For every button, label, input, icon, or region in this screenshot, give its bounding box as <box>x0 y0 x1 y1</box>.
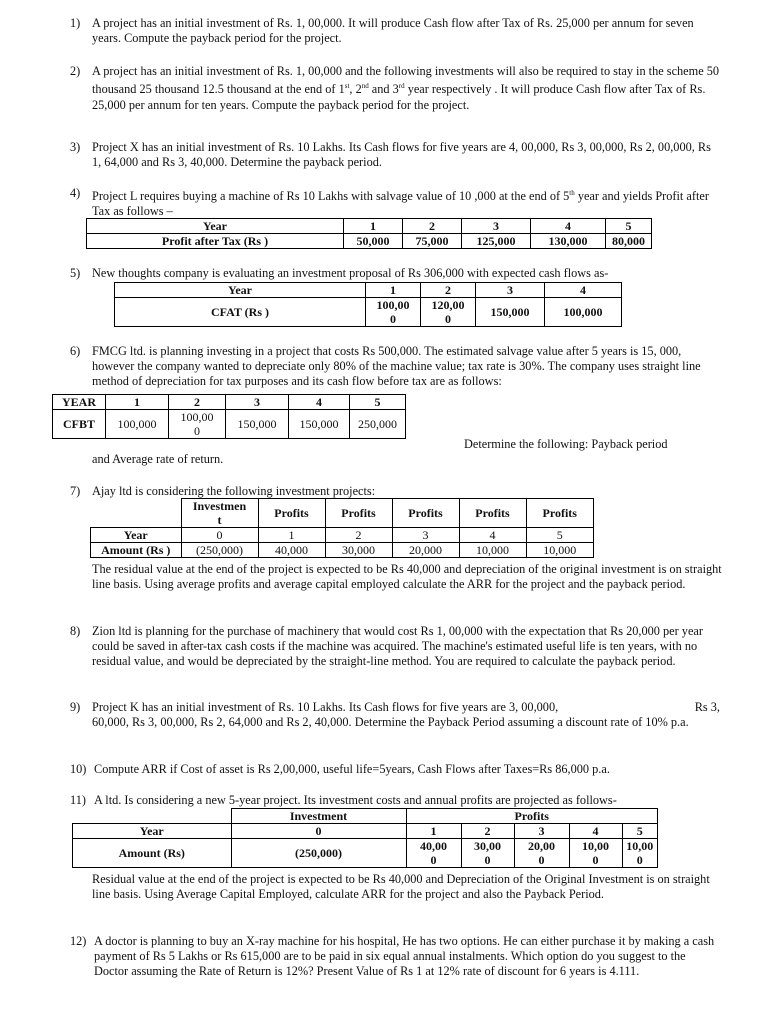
table-cell: 100,00 0 <box>366 298 421 327</box>
table-cell: 3 <box>226 395 289 410</box>
table-cell: Year <box>87 219 344 234</box>
table-cell: Amount (Rs) <box>73 839 232 868</box>
question-number: 11) <box>70 793 86 807</box>
table-cell: Profit after Tax (Rs ) <box>87 234 344 249</box>
determine-text: Determine the following: Payback period <box>464 437 668 451</box>
cfbt-table <box>52 394 406 439</box>
table-cell: 130,000 <box>531 234 606 249</box>
table-cell: Investment <box>231 809 406 824</box>
question-6 <box>70 344 720 390</box>
table-cell: 20,000 <box>392 543 459 558</box>
question-text: A doctor is planning to buy an X-ray machine for his hospital, He has two options. He can either purchase it by making a cash payment of Rs 5 Lakhs or Rs 615,000 are to be paid in six equal annual instalments. Which option do you suggest to the Doctor assuming the Rate of Return is 12%? Present Value of Rs 1 at 12% rate of discount for 6 years is 4.111. <box>94 934 715 979</box>
question-text: Ajay ltd is considering the following investment projects: <box>92 484 376 498</box>
question-number: 4) <box>70 186 81 200</box>
table-cell: 3 <box>392 528 459 543</box>
table-cell: 5 <box>622 824 658 839</box>
table-cell: 5 <box>606 219 652 234</box>
table-cell: 10,00 0 <box>622 839 658 868</box>
table-cell: Profits <box>459 499 526 528</box>
table-cell: 1 <box>344 219 403 234</box>
table-cell: (250,000) <box>181 543 258 558</box>
question-7-text: The residual value at the end of the project is expected to be Rs 40,000 and depreciation of the original investment is on straight line basis. Using average profits and average capital employed calculate the ARR for the project and the payback period. <box>92 562 722 592</box>
question-number: 7) <box>70 484 81 498</box>
table-cell: 2 <box>461 824 514 839</box>
question-number: 9) <box>70 700 81 714</box>
question-12 <box>70 934 720 980</box>
ajay-table <box>90 498 594 558</box>
table-cell: 250,000 <box>350 410 406 439</box>
table-cell: 2 <box>403 219 462 234</box>
question-number: 8) <box>70 624 81 638</box>
question-6-tail: and Average rate of return. <box>92 452 224 466</box>
a-ltd-table <box>72 808 658 868</box>
table-cell: 50,000 <box>344 234 403 249</box>
table-cell: 30,000 <box>325 543 392 558</box>
table-cell: 1 <box>366 283 421 298</box>
table-cell: 3 <box>514 824 569 839</box>
table-cell: 10,000 <box>526 543 594 558</box>
table-cell <box>91 499 182 528</box>
table-cell: 40,00 0 <box>406 839 461 868</box>
question-text: Project K has an initial investment of Rs. 10 Lakhs. Its Cash flows for five years are 3, 00,000, Rs 3, 60,000, Rs 3, 00,000, Rs 2, 64,000 and Rs 2, 40,000. Determine the Payback Period assuming a discount rate of 10% p.a. <box>92 700 720 730</box>
question-text: A ltd. Is considering a new 5-year project. Its investment costs and annual profits are projected as follows- <box>94 793 617 807</box>
question-text: Zion ltd is planning for the purchase of machinery that would cost Rs 1, 00,000 with the expectation that Rs 20,000 per year could be saved in after-tax cash costs if the machine was acquired. The machine's estimated useful life is ten years, with no residual value, and would be depreciated by the straight-line method. You are required to calculate the payback period. <box>92 624 703 669</box>
question-11-text: Residual value at the end of the project is expected to be Rs 40,000 and Depreciation of the Original Investment is on straight line basis. Using Average Capital Employed, calculate ARR for the project and also the Payback Period. <box>92 872 710 902</box>
table-cell: 5 <box>526 528 594 543</box>
table-cell: Profits <box>325 499 392 528</box>
question-text: Compute ARR if Cost of asset is Rs 2,00,000, useful life=5years, Cash Flows after Taxes=Rs 86,000 p.a. <box>94 762 610 776</box>
table-cell: 0 <box>231 824 406 839</box>
question-9 <box>70 700 720 730</box>
question-number: 3) <box>70 140 81 154</box>
question-number: 1) <box>70 16 81 30</box>
question-text: Project L requires buying a machine of Rs 10 Lakhs with salvage value of 10 ,000 at the end of 5th year and yields Profit after Tax as follows – <box>92 189 709 219</box>
question-text: New thoughts company is evaluating an investment proposal of Rs 306,000 with expected cash flows as- <box>92 266 609 280</box>
table-cell: 4 <box>459 528 526 543</box>
table-cell: (250,000) <box>231 839 406 868</box>
table-cell: 4 <box>289 395 350 410</box>
table-cell: 1 <box>406 824 461 839</box>
table-cell: Profits <box>526 499 594 528</box>
table-cell: Profits <box>258 499 325 528</box>
table-cell: 150,000 <box>289 410 350 439</box>
question-2 <box>70 64 720 113</box>
table-cell: 3 <box>476 283 545 298</box>
table-cell: 100,00 0 <box>169 410 226 439</box>
question-7 <box>70 484 720 499</box>
question-3 <box>70 140 720 170</box>
table-cell: 2 <box>169 395 226 410</box>
table-cell: 80,000 <box>606 234 652 249</box>
table-cell <box>73 809 232 824</box>
table-cell: 100,000 <box>545 298 622 327</box>
table-cell: 125,000 <box>462 234 531 249</box>
table-cell: 10,000 <box>459 543 526 558</box>
table-cell: 4 <box>545 283 622 298</box>
table-cell: 120,00 0 <box>421 298 476 327</box>
profit-table <box>86 218 652 249</box>
table-cell: 0 <box>181 528 258 543</box>
question-text: A project has an initial investment of Rs. 1, 00,000 and the following investments will also be required to stay in the scheme 50 thousand 25 thousand 12.5 thousand at the end of 1st, 2nd and 3rd year respectively . It will produce Cash flow after Tax of Rs. 25,000 per annum for ten years. Compute the payback period for the project. <box>92 64 720 112</box>
table-cell: 2 <box>421 283 476 298</box>
table-cell: CFBT <box>53 410 106 439</box>
question-11 <box>70 793 720 808</box>
question-number: 12) <box>70 934 87 948</box>
question-number: 5) <box>70 266 81 280</box>
question-1 <box>70 16 720 46</box>
question-5 <box>70 266 720 281</box>
table-cell: 40,000 <box>258 543 325 558</box>
table-cell: Amount (Rs ) <box>91 543 182 558</box>
question-text: FMCG ltd. is planning investing in a project that costs Rs 500,000. The estimated salvage value after 5 years is 15, 000, however the company wanted to depreciate only 80% of the machine value; tax rate is 30%. The company uses straight line method of depreciation for tax purposes and its cash flow before tax are as follows: <box>92 344 701 389</box>
question-8 <box>70 624 720 670</box>
table-cell: Profits <box>392 499 459 528</box>
table-cell: 1 <box>258 528 325 543</box>
table-cell: 150,000 <box>226 410 289 439</box>
table-cell: 4 <box>569 824 622 839</box>
question-number: 6) <box>70 344 81 358</box>
table-cell: 75,000 <box>403 234 462 249</box>
cfat-table <box>114 282 622 327</box>
table-cell: Year <box>91 528 182 543</box>
table-cell: Profits <box>406 809 658 824</box>
table-cell: 2 <box>325 528 392 543</box>
table-cell: 3 <box>462 219 531 234</box>
table-cell: 150,000 <box>476 298 545 327</box>
table-cell: CFAT (Rs ) <box>115 298 366 327</box>
table-cell: 1 <box>106 395 169 410</box>
table-cell: YEAR <box>53 395 106 410</box>
question-number: 10) <box>70 762 87 776</box>
question-4 <box>70 186 720 220</box>
question-text: Project X has an initial investment of Rs. 10 Lakhs. Its Cash flows for five years are 4, 00,000, Rs 3, 00,000, Rs 2, 00,000, Rs 1, 64,000 and Rs 3, 40,000. Determine the payback period. <box>92 140 711 170</box>
table-cell: Year <box>115 283 366 298</box>
table-cell: Investmen t <box>181 499 258 528</box>
table-cell: 5 <box>350 395 406 410</box>
question-10 <box>70 762 720 777</box>
table-cell: 30,00 0 <box>461 839 514 868</box>
table-cell: 4 <box>531 219 606 234</box>
table-cell: 100,000 <box>106 410 169 439</box>
question-number: 2) <box>70 64 81 78</box>
table-cell: 20,00 0 <box>514 839 569 868</box>
table-cell: 10,00 0 <box>569 839 622 868</box>
question-text: A project has an initial investment of Rs. 1, 00,000. It will produce Cash flow after Tax of Rs. 25,000 per annum for seven years. Compute the payback period for the project. <box>92 16 694 46</box>
table-cell: Year <box>73 824 232 839</box>
